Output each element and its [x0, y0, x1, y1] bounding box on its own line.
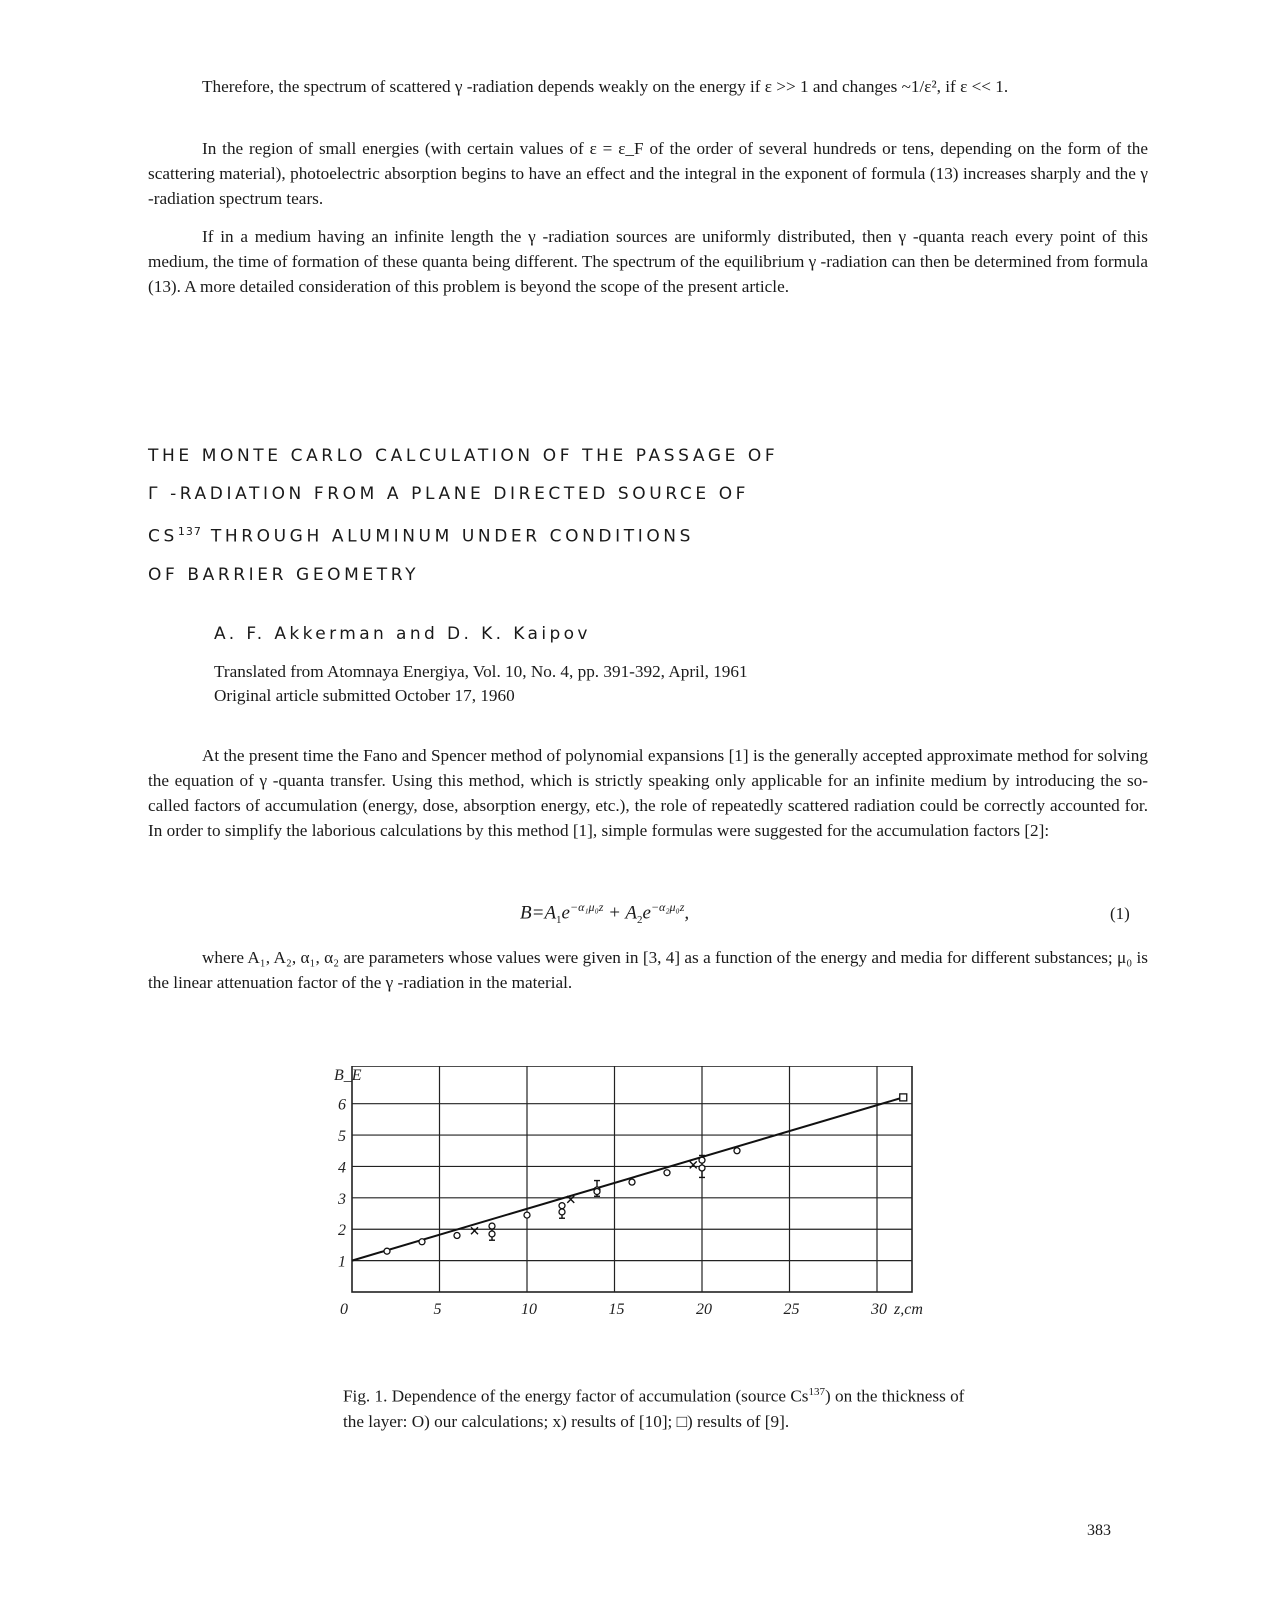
- translation-note: [214, 660, 748, 708]
- formula-exp1: −α₁μ₀z: [569, 900, 604, 914]
- data-point-circle: [699, 1157, 705, 1163]
- title-line-3: [148, 513, 908, 556]
- formula-a2-sub: 2: [637, 914, 643, 927]
- data-point-x: [690, 1161, 697, 1168]
- title-cs: CS: [148, 526, 178, 547]
- data-point-circle: [559, 1203, 565, 1209]
- y-tick-label: 1: [338, 1253, 346, 1271]
- caption-text-b: ) on the thickness of the layer: O) our calculations; x) results of [10]; □) results of [9].: [343, 1386, 965, 1431]
- x-tick-label: 20: [696, 1301, 712, 1318]
- data-point-circle: [734, 1148, 740, 1154]
- data-point-x: [567, 1196, 574, 1203]
- figure-caption: [343, 1380, 983, 1434]
- formula-exp2: −α₂μ₀z: [650, 900, 685, 914]
- submitted-date: Original article submitted October 17, 1960: [214, 686, 515, 705]
- formula-eq: =: [531, 902, 545, 924]
- error-bar-point: [699, 1165, 705, 1171]
- data-point-square: [900, 1094, 907, 1101]
- data-point-circle: [629, 1179, 635, 1185]
- x-tick-label: 25: [783, 1301, 800, 1318]
- data-point-circle: [594, 1189, 600, 1195]
- error-bar-point: [489, 1231, 495, 1237]
- y-tick-label: 4: [338, 1159, 346, 1177]
- data-point-circle: [454, 1233, 460, 1239]
- title-line-1: THE MONTE CARLO CALCULATION OF THE PASSAGE OF: [148, 446, 779, 466]
- title-line-2: Γ -RADIATION FROM A PLANE DIRECTED SOURCE OF: [148, 484, 750, 504]
- title-line-4: OF BARRIER GEOMETRY: [148, 564, 420, 585]
- data-point-circle: [664, 1170, 670, 1176]
- authors: A. F. Akkerman and D. K. Kaipov: [214, 624, 591, 644]
- formula-comma: ,: [684, 902, 690, 924]
- y-axis-label: B_E: [334, 1067, 362, 1084]
- x-tick-label: 0: [340, 1301, 348, 1318]
- y-tick-label: 3: [338, 1190, 346, 1208]
- x-tick-label: 5: [433, 1301, 442, 1318]
- formula-a1-sub: 1: [556, 914, 562, 927]
- formula-a2: A: [625, 902, 638, 924]
- paragraph-infinite-medium: If in a medium having an infinite length the γ -radiation sources are uniformly distributed, then γ -quanta reach every point of this medium, the time of formation of these quanta being different. The spectrum of the equilibrium γ -radiation can then be determined from formula (13). A more detailed consideration of this problem is beyond the scope of the present article.: [148, 227, 1148, 296]
- x-tick-label: 10: [521, 1301, 537, 1318]
- data-point-x: [471, 1227, 478, 1234]
- y-tick-label: 2: [338, 1222, 346, 1240]
- data-point-circle: [419, 1239, 425, 1245]
- translated-from: Translated from Atomnaya Energiya, Vol. 10, No. 4, pp. 391-392, April, 1961: [214, 662, 748, 681]
- data-point-circle: [489, 1223, 495, 1229]
- formula-e1: e: [561, 902, 570, 924]
- formula-accumulation: [520, 900, 689, 926]
- data-point-circle: [524, 1212, 530, 1218]
- paragraph-fano-spencer: At the present time the Fano and Spencer method of polynomial expansions [1] is the generally accepted approximate method for solving the equation of γ -quanta transfer. Using this method, which is strictly speaking only applicable for an infinite medium by introducing the so-called factors of accumulation (energy, dose, absorption energy, etc.), the role of repeatedly scattered radiation could be correctly accounted for. In order to simplify the laborious calculations by this method [1], simple formulas were suggested for the accumulation factors [2]:: [148, 746, 1148, 840]
- formula-lhs: B: [520, 902, 532, 924]
- error-bar-point: [559, 1209, 565, 1215]
- y-tick-label: 5: [338, 1128, 346, 1146]
- data-point-circle: [384, 1248, 390, 1254]
- paragraph-small-energies: In the region of small energies (with certain values of ε = ε_F of the order of several hundreds or tens, depending on the form of the scattering material), photoelectric absorption begins to have an effect and the integral in the exponent of formula (13) increases sharply and the γ -radiation spectrum tears.: [148, 139, 1148, 208]
- article-title: [148, 437, 908, 594]
- equation-number: (1): [1110, 904, 1130, 923]
- y-tick-label: 6: [338, 1096, 346, 1114]
- caption-sup: 137: [808, 1386, 825, 1398]
- formula-plus: +: [603, 902, 626, 924]
- figure-chart: [330, 1066, 950, 1356]
- paragraph-spectrum-dependence: Therefore, the spectrum of scattered γ -radiation depends weakly on the energy if ε >> 1 and changes ~1/ε², if ε << 1.: [202, 77, 1009, 96]
- x-tick-label: 15: [608, 1301, 625, 1318]
- page-number: 383: [1087, 1522, 1111, 1539]
- formula-a1: A: [544, 902, 557, 924]
- title-cs-mass: 137: [177, 525, 202, 538]
- title-line-3-rest: THROUGH ALUMINUM UNDER CONDITIONS: [201, 526, 695, 547]
- caption-text-a: Fig. 1. Dependence of the energy factor of accumulation (source Cs: [343, 1386, 809, 1406]
- x-axis-label: z,cm: [894, 1301, 923, 1318]
- fit-line: [352, 1097, 903, 1260]
- formula-e2: e: [642, 902, 651, 924]
- accumulation-chart: [330, 1066, 950, 1356]
- x-tick-label: 30: [871, 1301, 887, 1318]
- paragraph-parameters: where A₁, A₂, α₁, α₂ are parameters whose values were given in [3, 4] as a function of the energy and media for different substances; μ₀ is the linear attenuation factor of the γ -radiation in the material.: [148, 948, 1148, 992]
